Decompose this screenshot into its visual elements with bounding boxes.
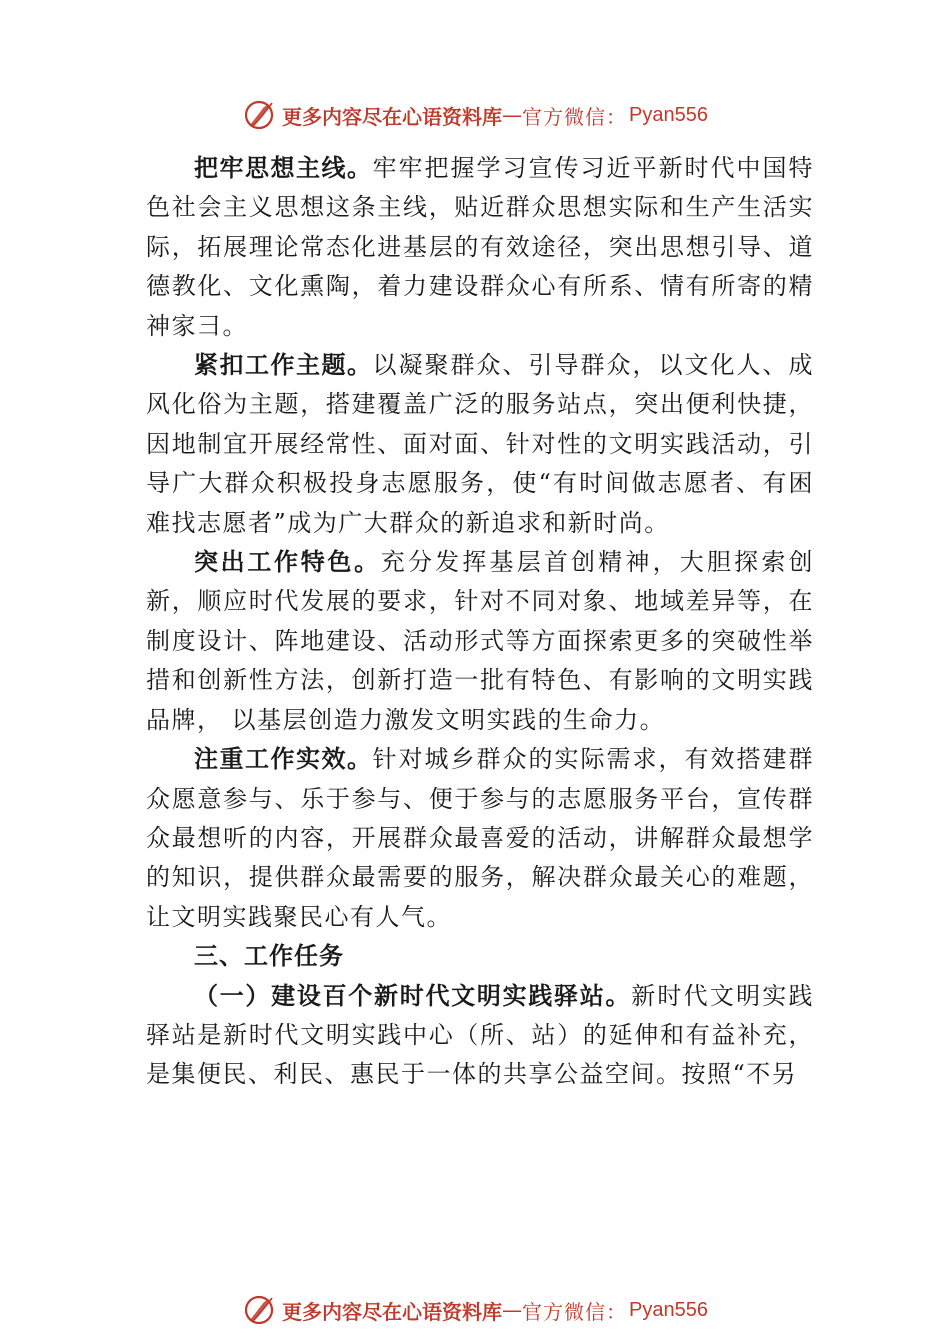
paragraph-4-body: 针对城乡群众的实际需求，有效搭建群众愿意参与、乐于参与、便于参与的志愿服务平台，宣传群众最想听的内容，开展群众最喜爱的活动，讲解群众最想学的知识，提供群众最需要的服务，解决群众最关心的难题，让文明实践聚民心有人气。	[146, 745, 814, 931]
watermark-wechat-label: 官方微信：	[522, 104, 628, 129]
paragraph-3-body: 充分发挥基层首创精神，大胆探索创新，顺应时代发展的要求，针对不同对象、地域差异等，在制度设计、阵地建设、活动形式等方面探索更多的突破性举措和创新性方法，创新打造一批有特色、有影响的文明实践品牌， 以基层创造力激发文明实践的生命力。	[146, 548, 815, 734]
watermark-brand: 更多内容尽在心语资料库	[282, 104, 503, 129]
paragraph-2	[146, 346, 814, 543]
subsection-body: 新时代文明实践驿站是新时代文明实践中心（所、站）的延伸和有益补充，是集便民、利民、惠民于一体的共享公益空间。按照“不另	[146, 981, 815, 1089]
paragraph-4	[146, 740, 814, 937]
document-body	[146, 149, 814, 1095]
paragraph-1-body: 牢牢把握学习宣传习近平新时代中国特色社会主义思想这条主线，贴近群众思想实际和生产生活实际，拓展理论常态化进基层的有效途径，突出思想引导、道德教化、文化熏陶，着力建设群众心有所系、情有所寄的精神家彐。	[146, 154, 814, 340]
footer-watermark	[0, 1290, 950, 1330]
watermark-wechat-id: Pyan556	[629, 103, 708, 126]
watermark-separator: —	[502, 103, 523, 127]
paragraph-2-body: 以凝聚群众、引导群众，以文化人、成风化俗为主题，搭建覆盖广泛的服务站点，突出便利快捷，因地制宜开展经常性、面对面、针对性的文明实践活动，引导广大群众积极投身志愿服务，使“有时间做志愿者、有困难找志愿者”成为广大群众的新追求和新时尚。	[146, 351, 814, 537]
header-watermark	[0, 95, 950, 135]
watermark-brand: 更多内容尽在心语资料库	[282, 1299, 503, 1324]
section-heading: 三、工作任务	[194, 942, 344, 971]
subsection-paragraph	[146, 977, 814, 1095]
paragraph-2-lead: 紧扣工作主题。	[194, 351, 373, 380]
paragraph-4-lead: 注重工作实效。	[194, 745, 373, 774]
subsection-lead: （一）建设百个新时代文明实践驿站。	[194, 981, 632, 1010]
watermark-wechat-label: 官方微信：	[522, 1299, 628, 1324]
watermark-separator: —	[502, 1298, 523, 1322]
paragraph-3-lead: 突出工作特色。	[194, 548, 381, 577]
quill-logo-icon	[242, 97, 278, 133]
paragraph-3	[146, 543, 814, 740]
quill-logo-icon	[242, 1292, 278, 1328]
watermark-wechat-id: Pyan556	[629, 1298, 708, 1321]
paragraph-1-lead: 把牢思想主线。	[194, 154, 373, 182]
paragraph-1	[146, 149, 814, 346]
